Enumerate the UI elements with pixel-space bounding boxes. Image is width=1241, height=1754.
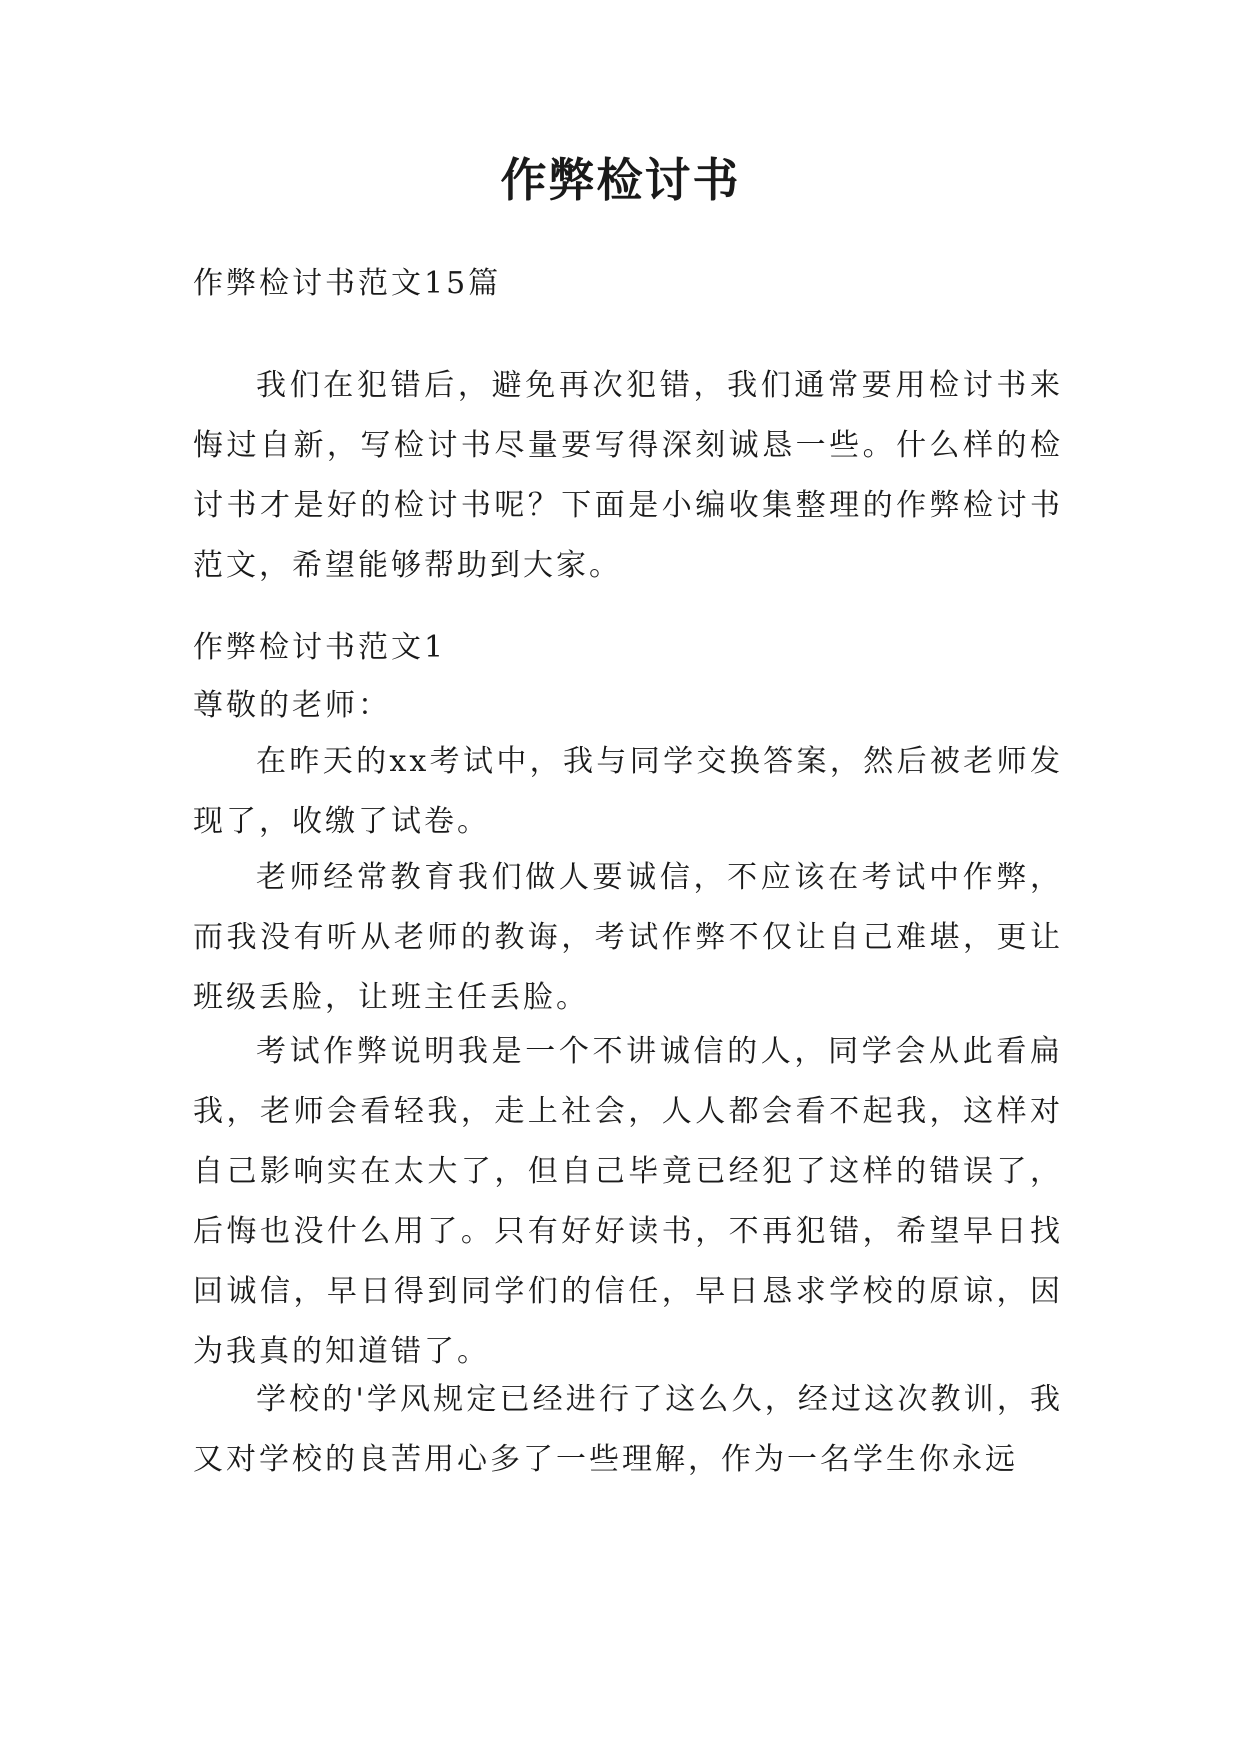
salutation: 尊敬的老师： <box>193 688 391 723</box>
intro-paragraph: 我们在犯错后，避免再次犯错，我们通常要用检讨书来悔过自新，写检讨书尽量要写得深刻诚恳一些。什么样的检讨书才是好的检讨书呢？下面是小编收集整理的作弊检讨书范文，希望能够帮助到大家。 <box>193 368 1063 583</box>
body-paragraph-2: 老师经常教育我们做人要诚信，不应该在考试中作弊，而我没有听从老师的教诲，考试作弊不仅让自己难堪，更让班级丢脸，让班主任丢脸。 <box>193 860 1063 1015</box>
body-paragraph-4: 学校的'学风规定已经进行了这么久，经过这次教训，我又对学校的良苦用心多了一些理解，作为一名学生你永远 <box>193 1382 1063 1477</box>
section-heading: 作弊检讨书范文1 <box>193 630 447 665</box>
body-paragraph-1: 在昨天的xx考试中，我与同学交换答案，然后被老师发现了，收缴了试卷。 <box>193 744 1063 839</box>
document-title: 作弊检讨书 <box>500 153 741 207</box>
document-subtitle: 作弊检讨书范文15篇 <box>193 266 502 301</box>
body-paragraph-3: 考试作弊说明我是一个不讲诚信的人，同学会从此看扁我，老师会看轻我，走上社会，人人都会看不起我，这样对自己影响实在太大了，但自己毕竟已经犯了这样的错误了，后悔也没什么用了。只有好好读书，不再犯错，希望早日找回诚信，早日得到同学们的信任，早日恳求学校的原谅，因为我真的知道错了。 <box>193 1034 1063 1369</box>
